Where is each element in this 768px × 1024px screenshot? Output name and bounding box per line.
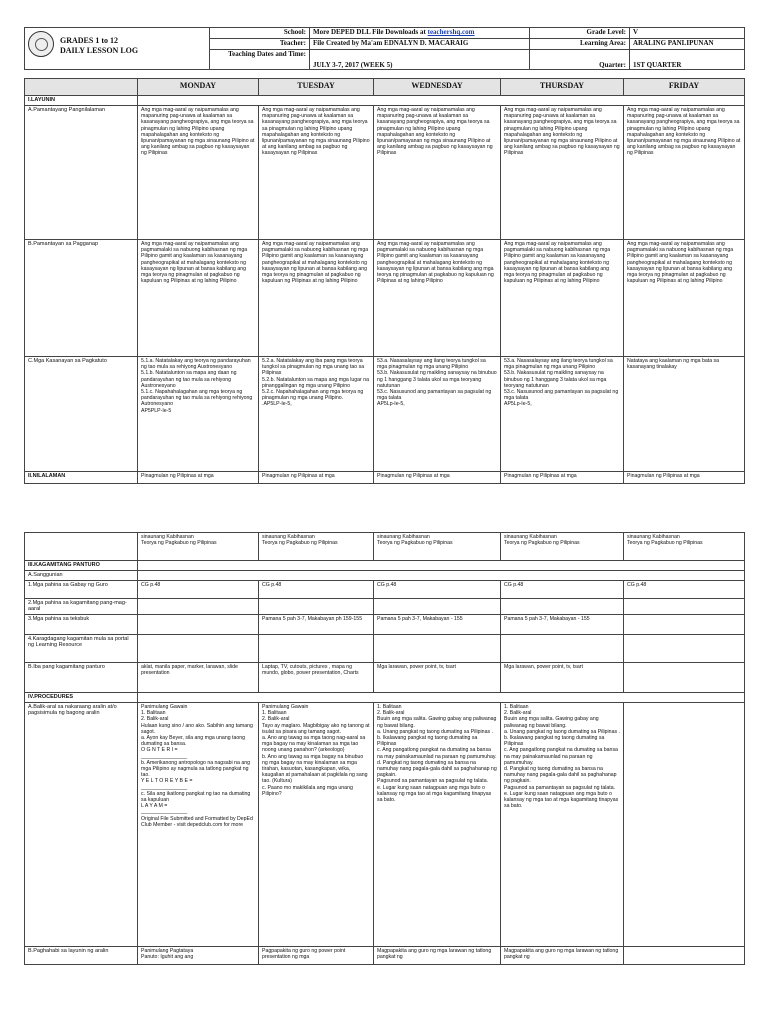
section-layunin: I.LAYUNIN <box>25 96 138 106</box>
row-label-paghahabi: B.Paghahabi sa layunin ng aralin <box>25 947 138 965</box>
dates-label: Teaching Dates and Time: <box>210 50 310 70</box>
row-label-sanggunian: A.Sanggunian <box>25 571 138 581</box>
cell-text: 53.a. Nasasalaysay ang ilang teorya tungkol sa mga pinagmulan ng mga unang Pilipino 53.b. Nakasusulat ng maikling sanaysay na binubuo ng 1 hanggang 3 talata ukol sa mga teoryang natutunan 53.c. Nasusunod ang pamantayan sa pagsulat ng mga talata AP5Lp-Ie-5, <box>501 357 624 472</box>
table-row <box>25 693 745 703</box>
learning-area-value: ARALING PANLIPUNAN <box>630 39 745 50</box>
cell-text: 5.2.a. Natatalakay ang iba pang mga teorya tungkol sa pinagmulan ng mga unang tao sa Pilipinas 5.2.b. Natatalunton sa mapa ang mga lugar na pinanggalingan ng mga unang Pilipino 5.2.c. Napahahalagahan ang mga teorya ng pinagmulan ng mga unang Pilipino. .AP5LP-Ie-5, <box>259 357 374 472</box>
grades-line: GRADES 1 to 12 <box>60 36 119 45</box>
table-row <box>25 635 745 663</box>
section-kagamitan: III.KAGAMITANG PANTURO <box>25 561 138 571</box>
cell-text: Pamana 5 pah 3-7, Makabayan - 155 <box>501 615 624 635</box>
cell-text: Pamana 5 pah 3-7, Makabayan ph 159-155 <box>259 615 374 635</box>
cell-text: CG p.48 <box>259 581 374 599</box>
cell-text <box>624 615 745 635</box>
dates-value: JULY 3-7, 2017 (WEEK 5) <box>310 50 530 70</box>
cell-text: Natataya ang kaalaman ng mga bata sa kasanayang tinalakay <box>624 357 745 472</box>
section-procedures: IV.PROCEDURES <box>25 693 138 703</box>
table-row <box>25 703 745 947</box>
cell-text: CG p.48 <box>138 581 259 599</box>
table-row <box>25 571 745 581</box>
cell-text: Mga larawan, power point, tv, tsart <box>501 663 624 693</box>
cell-text <box>624 663 745 693</box>
cell-text: Mga larawan, power point, tv, tsart <box>374 663 501 693</box>
cell-text: sinaunang Kabihasnan Teorya ng Pagkabuo ng Pilipinas <box>624 533 745 561</box>
row-label-iba-pang-kagamitan: B.Iba pang kagamitang panturo <box>25 663 138 693</box>
day-thursday: THURSDAY <box>501 79 624 96</box>
row-label-kagamitang-pang-mag-aaral: 2.Mga pahina sa kagamitang pang-mag-aaral <box>25 599 138 615</box>
cell-text: Ang mga mag-aaral ay naipamamalas ang mapanuring pag-unawa at kaalaman sa kasanayang pangheograpiya, ang mga teorya sa pinagmulan ng lahing Pilipino upang mapahalagahan ang konteksto ng lipunan/pamayanan ng mga sinaunang Pilipino at ang kanilang ambag sa pagbuo ng kasaysayan ng Pilipinas <box>138 106 259 240</box>
cell-text <box>624 703 745 947</box>
day-header-row <box>25 79 745 96</box>
cell-text: Ang mga mag-aaral ay naipamamalas ang pagmamalaki sa nabuong kabihasnan ng mga Pilipino gamit ang kaalaman sa kasanayang pangheograpikal at mahalagang konteksto ng kasaysayan ng lipunan at bansa kabilang ang mga teorya ng pinagmulan at pagkabuo ng kapuluan ng Pilipinas at ng lahing Pilipino <box>624 240 745 357</box>
table-row <box>25 599 745 615</box>
cell-text: Ang mga mag-aaral ay naipamamalas ang pagmamalaki sa nabuong kabihasnan ng mga Pilipino gamit ang kaalaman sa kasanayang pangheograpikal at mahalagang konteksto ng kasaysayan ng lipunan at bansa kabilang ang mga teorya ng pinagmulan at pagkabuo ng kapuluan ng Pilipinas at ng lahing Pilipino <box>374 240 501 357</box>
cell-text: Pinagmulan ng Pilipinas at mga <box>138 472 259 484</box>
cell-text: Magpapakita ang guro ng mga larawan ng tatlong pangkat ng <box>501 947 624 965</box>
cell-text: sinaunang Kabihasnan Teorya ng Pagkabuo ng Pilipinas <box>374 533 501 561</box>
day-wednesday: WEDNESDAY <box>374 79 501 96</box>
teachershq-link[interactable]: teachershq.com <box>427 28 475 36</box>
cell-text: Ang mga mag-aaral ay naipamamalas ang pagmamalaki sa nabuong kabihasnan ng mga Pilipino gamit ang kaalaman sa kasanayang pangheograpikal at mahalagang konteksto ng kasaysayan ng lipunan at bansa kabilang ang mga teorya ng pinagmulan at pagkabuo ng kapuluan ng Pilipinas at ng lahing Pilipino <box>259 240 374 357</box>
section-nilalaman: II.NILALAMAN <box>25 472 138 484</box>
table-row <box>25 615 745 635</box>
school-label: School: <box>210 28 310 39</box>
cell-text: Panimulang Pagtataya Panuto: Iguhit ang ang <box>138 947 259 965</box>
cell-text: sinaunang Kabihasnan Teorya ng Pagkabuo ng Pilipinas <box>501 533 624 561</box>
cell-text: Panimulang Gawain 1. Balitaan 2. Balik-aral Tayo ay maglaro. Magbibigay ako ng tanong at isulat sa pisara ang tamang sagot. a. Ano ang tawag sa mga taong nag-aaral sa mga bagay na may kinalaman sa mga tao noong unang panahon? (arkeologo) b. Ano ang tawag sa mga bagay na binubuo ng mga bagay na may kinalaman sa mga tirahan, kasuotan, kasangkapan, wika, kaugalian at pamahalaan at pagkilala ng sang tao. (Kultura) c. Paano mo makikilala ang mga unang Pilipino? <box>259 703 374 947</box>
page-gap <box>0 500 768 520</box>
dll-line: DAILY LESSON LOG <box>60 46 139 55</box>
cell-text: Pamana 5 pah 3-7, Makabayan - 155 <box>374 615 501 635</box>
row-label-teksbuk: 3.Mga pahina sa teksbuk <box>25 615 138 635</box>
cell-text: Ang mga mag-aaral ay naipamamalas ang pagmamalaki sa nabuong kabihasnan ng mga Pilipino gamit ang kaalaman sa kasanayang pangheograpikal at mahalagang konteksto ng kasaysayan ng lipunan at bansa kabilang ang mga teorya ng pinagmulan at pagkabuo ng kapuluan ng Pilipinas at ng lahing Pilipino <box>138 240 259 357</box>
table-row <box>25 106 745 240</box>
cell-text: 53.a. Nasasalaysay ang ilang teorya tungkol sa mga pinagmulan ng mga unang Pilipino 53.b. Nakasusulat ng maikling sanaysay na binubuo ng 1 hanggang 3 talata ukol sa mga teoryang natutunan 53.c. Nasusunod ang pamantayan sa pagsulat ng mga talata AP5Lp-Ie-5, <box>374 357 501 472</box>
cell-text: Pinagmulan ng Pilipinas at mga <box>501 472 624 484</box>
cell-text: CG p.48 <box>374 581 501 599</box>
table-row <box>25 472 745 484</box>
cell-text: CG p.48 <box>624 581 745 599</box>
cell-text: CG p.48 <box>501 581 624 599</box>
row-label-gabay: 1.Mga pahina sa Gabay ng Guro <box>25 581 138 599</box>
header-table <box>24 27 745 70</box>
cell-text: Panimulang Gawain 1. Balitaan 2. Balik-aral Hulaan kung sino / ano ako. Sabihin ang tamang sagot. a. Ayon kay Beyer, sila ang mga unang taong dumating sa bansa. O G N T E R I = ________________ b. Amerikanong antropologo na nagsabi na ang mga Pilipino ay nagmula sa tatlong pangkat ng tao. Y E L T O R E Y B E = ________________ c. Sila ang ikatlong pangkat ng tao na dumating sa kapuluan L A Y A M = ________________ Original File Submitted and Formatted by DepEd Club Member - visit depedclub.com for more <box>138 703 259 947</box>
teacher-label: Teacher: <box>210 39 310 50</box>
lesson-table-page-one <box>24 78 745 484</box>
cell-text: Ang mga mag-aaral ay naipamamalas ang pagmamalaki sa nabuong kabihasnan ng mga Pilipino gamit ang kaalaman sa kasanayang pangheograpikal at mahalagang konteksto ng kasaysayan ng lipunan at bansa kabilang ang mga teorya ng pinagmulan at pagkabuo ng kapuluan ng Pilipinas at ng lahing Pilipino <box>501 240 624 357</box>
quarter-label: Quarter: <box>530 50 630 70</box>
school-value: More DEPED DLL File Downloads at teachershq.com <box>310 28 530 39</box>
table-row <box>25 947 745 965</box>
table-row <box>25 533 745 561</box>
lesson-table-page-two <box>24 532 745 965</box>
row-label-kasanayan: C.Mga Kasanayan sa Pagkatuto <box>25 357 138 472</box>
day-tuesday: TUESDAY <box>259 79 374 96</box>
cell-text <box>624 947 745 965</box>
cell-text: Ang mga mag-aaral ay naipamamalas ang mapanuring pag-unawa at kaalaman sa kasanayang pangheograpiya, ang mga teorya sa pinagmulan ng lahing Pilipino upang mapahalagahan ang konteksto ng lipunan/pamayanan ng mga sinaunang Pilipino at ang kanilang ambag sa pagbuo ng kasaysayan ng Pilipinas <box>501 106 624 240</box>
grade-level-label: Grade Level: <box>530 28 630 39</box>
table-row <box>25 357 745 472</box>
cell-text: aklat, manila paper, marker, larawan, slide presentation <box>138 663 259 693</box>
page-one <box>0 0 768 500</box>
table-row <box>25 663 745 693</box>
day-friday: FRIDAY <box>624 79 745 96</box>
layunin-row <box>25 96 745 106</box>
teacher-value: File Created by Ma'am EDNALYN D. MACARAIG <box>310 39 530 50</box>
cell-text: Pinagmulan ng Pilipinas at mga <box>259 472 374 484</box>
grade-level-value: V <box>630 28 745 39</box>
table-row <box>25 581 745 599</box>
cell-text: sinaunang Kabihasnan Teorya ng Pagkabuo ng Pilipinas <box>259 533 374 561</box>
day-monday: MONDAY <box>138 79 259 96</box>
row-label-pangnilalaman: A.Pamantayang Pangnilalaman <box>25 106 138 240</box>
cell-text: 5.1.a. Natatalakay ang teorya ng pandarayuhan ng tao mula sa rehiyong Austronesyano 5.1.b. Natatalunton sa mapa ang daan ng pandarayuhan ng tao mula sa rehiyong Austronesyano 5.1.c. Napahahalagahan ang mga teorya ng pandarayuhan ng tao mula sa rehiyong rehiyong Autronesyano AP5PLP-Ie-5 <box>138 357 259 472</box>
cell-text: Pagpapakita ng guro ng power point presentation ng mga <box>259 947 374 965</box>
cell-text: Ang mga mag-aaral ay naipamamalas ang mapanuring pag-unawa at kaalaman sa kasanayang pangheograpiya, ang mga teorya sa pinagmulan ng lahing Pilipino upang mapahalagahan ang konteksto ng lipunan/pamayanan ng mga sinaunang Pilipino at ang kanilang ambag sa pagbuo ng kasaysayan ng Pilipinas <box>259 106 374 240</box>
cell-text: Laptap, TV, cutouts, pictures , mapa ng mundo, globo, power presentation, Charts <box>259 663 374 693</box>
quarter-value: 1ST QUARTER <box>630 50 745 70</box>
learning-area-label: Learning Area: <box>530 39 630 50</box>
row-label-learning-resource: 4.Karagdagang kagamitan mula sa portal ng Learning Resource <box>25 635 138 663</box>
cell-text: Ang mga mag-aaral ay naipamamalas ang mapanuring pag-unawa at kaalaman sa kasanayang pangheograpiya, ang mga teorya sa pinagmulan ng lahing Pilipino upang mapahalagahan ang konteksto ng lipunan/pamayanan ng mga sinaunang Pilipino at ang kanilang ambag sa pagbuo ng kasaysayan ng Pilipinas <box>374 106 501 240</box>
row-label-pagganap: B.Pamantayan sa Pagganap <box>25 240 138 357</box>
corner-cell <box>25 79 138 96</box>
cell-text: Magpapakita ang guro ng mga larawan ng tatlong pangkat ng <box>374 947 501 965</box>
cell-text: Ang mga mag-aaral ay naipamamalas ang mapanuring pag-unawa at kaalaman sa kasanayang pangheograpiya, ang mga teorya sa pinagmulan ng lahing Pilipino upang mapahalagahan ang konteksto ng lipunan/pamayanan ng mga sinaunang Pilipino at ang kanilang ambag sa pagbuo ng kasaysayan ng Pilipinas <box>624 106 745 240</box>
row-label-balik-aral: A.Balik-aral sa nakaraang aralin at/o pagsisimula ng bagong aralin <box>25 703 138 947</box>
logo-cell <box>25 28 210 70</box>
cell-text: sinaunang Kabihasnan Teorya ng Pagkabuo ng Pilipinas <box>138 533 259 561</box>
cell-text <box>138 615 259 635</box>
cell-text: 1. Balitaan 2. Balik-aral Buuin ang mga salita. Gawing gabay ang paliwanag ng bawat bilang. a. Unang pangkat ng taong dumating sa Pilipinas . b. Ikalawang pangkat ng taong dumating sa Pilipinas c. Ang pangatlong pangkat na dumating sa bansa na may painakamaunlad na paraan ng pamumuhay. d. Pangkat ng taong dumating sa bansa na namuhay nang pagala-gala dahil sa paghahanap ng pagkain. Pagsunod sa pamantayan sa pagsulat ng talata. e. Lugar kung saan natagpuan ang mga buto o kalansay ng mga tao at mga kagamitang tinapyas sa bato. <box>501 703 624 947</box>
cell-text: 1. Balitaan 2. Balik-aral Buuin ang mga salita. Gawing gabay ang paliwanag ng bawat bilang. a. Unang pangkat ng taong dumating sa Pilipinas . b. Ikalawang pangkat ng taong dumating sa Pilipinas c. Ang pangatlong pangkat na dumating sa bansa na may painakamaunlad na paraan ng pamumuhay. d. Pangkat ng taong dumating sa bansa na namuhay nang pagala-gala dahil sa paghahanap ng pagkain. Pagsunod sa pamantayan sa pagsulat ng talata. e. Lugar kung saan natagpuan ang mga buto o kalansay ng mga tao at mga kagamitang tinapyas sa bato. <box>374 703 501 947</box>
cell-text: Pinagmulan ng Pilipinas at mga <box>624 472 745 484</box>
table-row <box>25 561 745 571</box>
cell-text: Pinagmulan ng Pilipinas at mga <box>374 472 501 484</box>
table-row <box>25 240 745 357</box>
